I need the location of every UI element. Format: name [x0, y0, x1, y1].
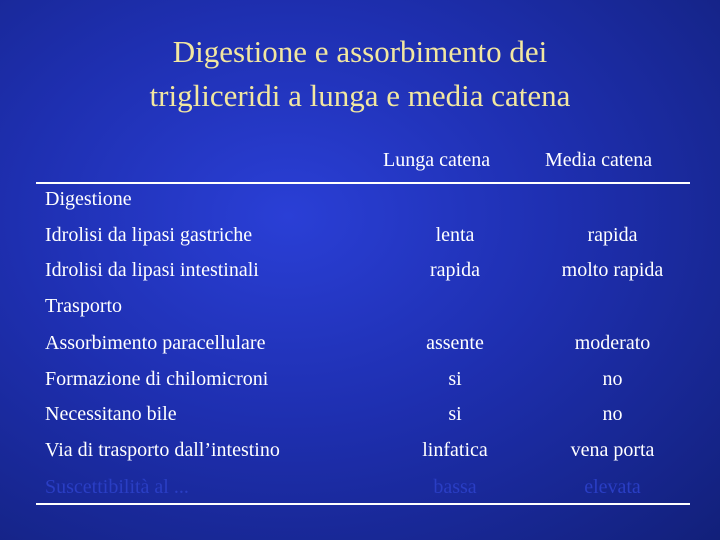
cell-media: vena porta	[570, 439, 655, 461]
section-label-trasporto: Trasporto	[45, 295, 123, 317]
cell-lunga: linfatica	[422, 439, 488, 461]
row-label: Idrolisi da lipasi gastriche	[45, 224, 253, 246]
cell-media: no	[602, 403, 623, 425]
title-line-2: trigliceridi a lunga e media catena	[149, 78, 571, 113]
row-label-faded: Suscettibilità al ...	[45, 476, 189, 498]
title-line-1: Digestione e assorbimento dei	[172, 34, 548, 69]
cell-lunga: assente	[426, 332, 484, 354]
cell-media-faded: elevata	[584, 476, 641, 498]
cell-lunga-faded: bassa	[433, 476, 477, 498]
table-bottom-rule	[36, 503, 690, 505]
row-label: Necessitano bile	[45, 403, 177, 425]
table-top-rule	[36, 182, 690, 184]
cell-lunga: si	[448, 403, 462, 425]
section-label-digestione: Digestione	[45, 188, 132, 210]
row-label: Via di trasporto dall’intestino	[45, 439, 280, 461]
cell-media: moderato	[574, 332, 651, 354]
cell-lunga: rapida	[430, 259, 480, 281]
cell-media: no	[602, 368, 623, 390]
slide-title	[0, 30, 720, 118]
cell-media: molto rapida	[561, 259, 664, 281]
cell-media: rapida	[587, 224, 638, 246]
row-label: Idrolisi da lipasi intestinali	[45, 259, 259, 281]
row-label: Formazione di chilomicroni	[45, 368, 269, 390]
column-header-lunga-catena: Lunga catena	[383, 149, 491, 171]
column-header-media-catena: Media catena	[545, 149, 653, 171]
cell-lunga: lenta	[435, 224, 475, 246]
cell-lunga: si	[448, 368, 462, 390]
row-label: Assorbimento paracellulare	[45, 332, 266, 354]
